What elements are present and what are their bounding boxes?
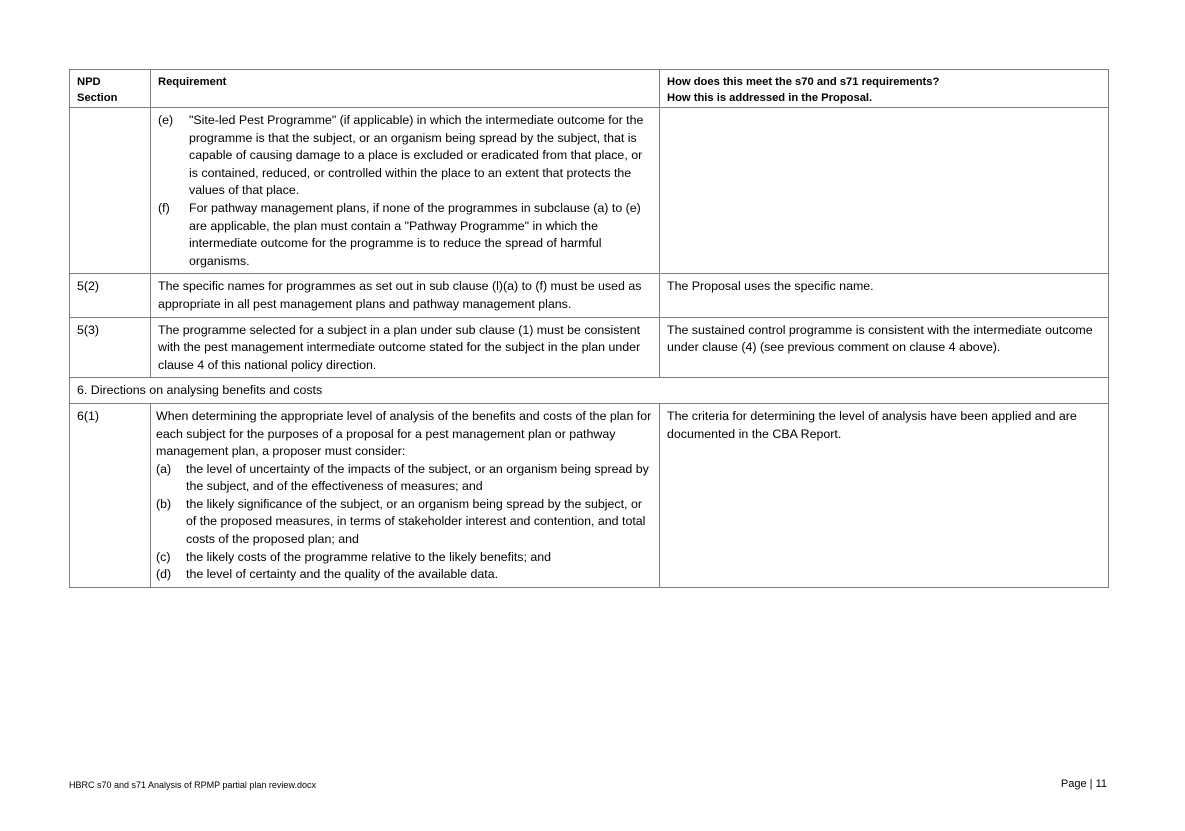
requirement-cell: The specific names for programmes as set out in sub clause (l)(a) to (f) must be used as appropriate in all pest management plans and pathway management plans. [151, 274, 660, 317]
response-cell: The sustained control programme is consistent with the intermediate outcome under clause (4) (see previous comment on clause 4 above). [660, 317, 1109, 378]
header-npd-section: NPD Section [70, 70, 151, 108]
item-label: (d) [156, 567, 172, 582]
item-text: the level of certainty and the quality of the available data. [186, 567, 499, 582]
header-meets-line2: How this is addressed in the Proposal. [667, 92, 873, 104]
list-item [156, 566, 652, 584]
response-cell: The criteria for determining the level of analysis have been applied and are documented in the CBA Report. [660, 403, 1109, 587]
header-requirement: Requirement [151, 70, 660, 108]
table-row [70, 274, 1109, 317]
item-label: (c) [156, 549, 171, 564]
response-cell [660, 108, 1109, 274]
table-header-row [70, 70, 1109, 108]
page-number: Page | 11 [1060, 778, 1107, 790]
item-text: the level of uncertainty of the impacts of the subject, or an organism being spread by the subject, and of the effectiveness of measures; and [186, 461, 649, 494]
table-row [70, 108, 1109, 274]
section-heading-row [70, 378, 1109, 404]
item-label: (f) [158, 200, 170, 215]
section-cell: 5(2) [70, 274, 151, 317]
list-item [156, 496, 652, 549]
section-cell [70, 108, 151, 274]
requirement-cell: The programme selected for a subject in a plan under sub clause (1) must be consistent with the pest management intermediate outcome stated for the subject in the plan under clause 4 of this national policy direction. [151, 317, 660, 378]
list-item [158, 112, 652, 200]
requirement-intro: When determining the appropriate level of analysis of the benefits and costs of the plan for each subject for the purposes of a proposal for a pest management plan or pathway management plan, a proposer must consider: [156, 408, 652, 459]
item-label: (a) [156, 461, 172, 476]
list-item [158, 200, 652, 270]
header-meets-requirements [660, 70, 1109, 108]
npd-requirements-table [69, 69, 1109, 588]
item-label: (e) [158, 113, 174, 127]
item-text: For pathway management plans, if none of the programmes in subclause (a) to (e) are applicable, the plan must contain a "Pathway Programme" in which the intermediate outcome for the programme is to reduce the spread of harmful organisms. [189, 200, 641, 268]
requirement-cell [151, 108, 660, 274]
item-label: (b) [156, 496, 172, 511]
table-row [70, 403, 1109, 587]
section-cell: 5(3) [70, 317, 151, 378]
item-text: the likely significance of the subject, or an organism being spread by the subject, or of the proposed measures, in terms of stakeholder interest and contention, and total costs of the proposed plan; and [186, 496, 646, 547]
response-cell: The Proposal uses the specific name. [660, 274, 1109, 317]
list-item [156, 549, 652, 567]
item-text: the likely costs of the programme relative to the likely benefits; and [186, 549, 552, 564]
header-meets-line1: How does this meet the s70 and s71 requirements? [667, 76, 940, 88]
footer-filename: HBRC s70 and s71 Analysis of RPMP partial plan review.docx [69, 780, 316, 790]
table-row [70, 317, 1109, 378]
section-cell: 6(1) [70, 403, 151, 587]
list-item [156, 461, 652, 496]
requirement-cell [151, 403, 660, 587]
item-text: "Site-led Pest Programme" (if applicable) in which the intermediate outcome for the programme is that the subject, or an organism being spread by the subject, that is capable of causing damage to a place is excluded or eradicated from that place, or is contained, reduced, or controlled within the place to an extent that protects the values of that place. [189, 113, 644, 198]
section-heading: 6. Directions on analysing benefits and costs [70, 378, 1109, 404]
